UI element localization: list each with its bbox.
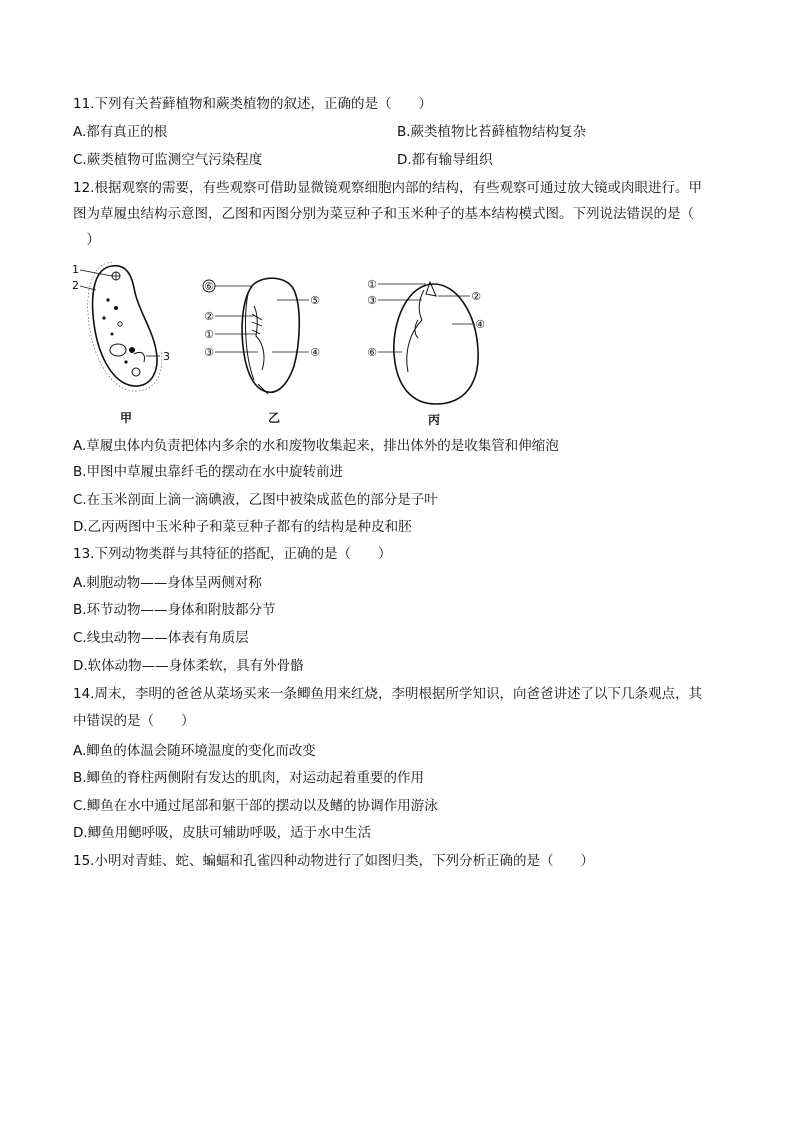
paramecium-diagram xyxy=(72,262,170,425)
q12-stem-line2: 图为草履虫结构示意图，乙图和丙图分别为菜豆种子和玉米种子的基本结构模式图。下列说法错误的是（ xyxy=(73,206,694,222)
q13-option-b: B.环节动物——身体和附肢都分节 xyxy=(73,602,276,618)
q12-option-a: A.草履虫体内负责把体内多余的水和废物收集起来，排出体外的是收集管和伸缩泡 xyxy=(73,438,559,454)
q12-option-d: D.乙丙两图中玉米种子和菜豆种子都有的结构是种皮和胚 xyxy=(73,519,412,535)
bing-label-1: ① xyxy=(367,278,377,291)
yi-label-2: ② xyxy=(204,310,214,323)
q13-option-c: C.线虫动物——体表有角质层 xyxy=(73,630,249,646)
yi-caption: 乙 xyxy=(268,411,281,425)
jia-label-3: 3 xyxy=(163,350,170,363)
q13-option-a: A.刺胞动物——身体呈两侧对称 xyxy=(73,575,262,591)
q14-option-d: D.鲫鱼用鳃呼吸，皮肤可辅助呼吸，适于水中生活 xyxy=(73,825,372,841)
q14-option-c: C.鲫鱼在水中通过尾部和躯干部的摆动以及鳍的协调作用游泳 xyxy=(73,798,438,814)
q12-figure-svg xyxy=(72,254,502,430)
q11-option-b: B.蕨类植物比苔藓植物结构复杂 xyxy=(397,124,587,140)
yi-label-4: ④ xyxy=(310,346,320,359)
q11-option-d: D.都有输导组织 xyxy=(397,152,493,168)
q12-stem-line3: ） xyxy=(73,232,100,248)
bean-seed-diagram xyxy=(203,278,320,425)
q13-stem: 13.下列动物类群与其特征的搭配，正确的是（ ） xyxy=(73,546,392,562)
q13-option-d: D.软体动物——身体柔软，具有外骨骼 xyxy=(73,658,304,674)
q14-stem-line1: 14.周末，李明的爸爸从菜场买来一条鲫鱼用来红烧，李明根据所学知识，向爸爸讲述了以下几条观点，其 xyxy=(73,686,702,702)
bing-label-6: ⑥ xyxy=(367,346,377,359)
bing-label-3: ③ xyxy=(367,294,377,307)
q12-stem-line1: 12.根据观察的需要，有些观察可借助显微镜观察细胞内部的结构，有些观察可通过放大镜或肉眼进行。甲 xyxy=(73,180,702,196)
yi-label-6: ⑥ xyxy=(204,280,214,293)
q11-option-c: C.蕨类植物可监测空气污染程度 xyxy=(73,152,263,168)
jia-caption: 甲 xyxy=(120,411,133,425)
bing-label-2: ② xyxy=(471,290,481,303)
bing-caption: 丙 xyxy=(428,413,441,427)
q15-stem: 15.小明对青蛙、蛇、蝙蝠和孔雀四种动物进行了如图归类，下列分析正确的是（ ） xyxy=(73,853,594,869)
bing-label-4: ④ xyxy=(475,318,485,331)
q12-option-b: B.甲图中草履虫靠纤毛的摆动在水中旋转前进 xyxy=(73,464,344,480)
q12-figure xyxy=(72,254,502,430)
q11-option-a: A.都有真正的根 xyxy=(73,124,168,140)
q12-option-c: C.在玉米剖面上滴一滴碘液，乙图中被染成蓝色的部分是子叶 xyxy=(73,492,438,508)
q11-stem: 11.下列有关苔藓植物和蕨类植物的叙述，正确的是（ ） xyxy=(73,96,432,112)
corn-seed-diagram xyxy=(367,278,485,427)
q14-option-a: A.鲫鱼的体温会随环境温度的变化而改变 xyxy=(73,743,316,759)
yi-label-1: ① xyxy=(204,328,214,341)
q14-stem-line2: 中错误的是（ ） xyxy=(73,713,195,729)
jia-label-2: 2 xyxy=(72,279,79,292)
q14-option-b: B.鲫鱼的脊柱两侧附有发达的肌肉，对运动起着重要的作用 xyxy=(73,770,425,786)
yi-label-5: ⑤ xyxy=(310,294,320,307)
jia-label-1: 1 xyxy=(72,263,79,276)
yi-label-3: ③ xyxy=(204,346,214,359)
